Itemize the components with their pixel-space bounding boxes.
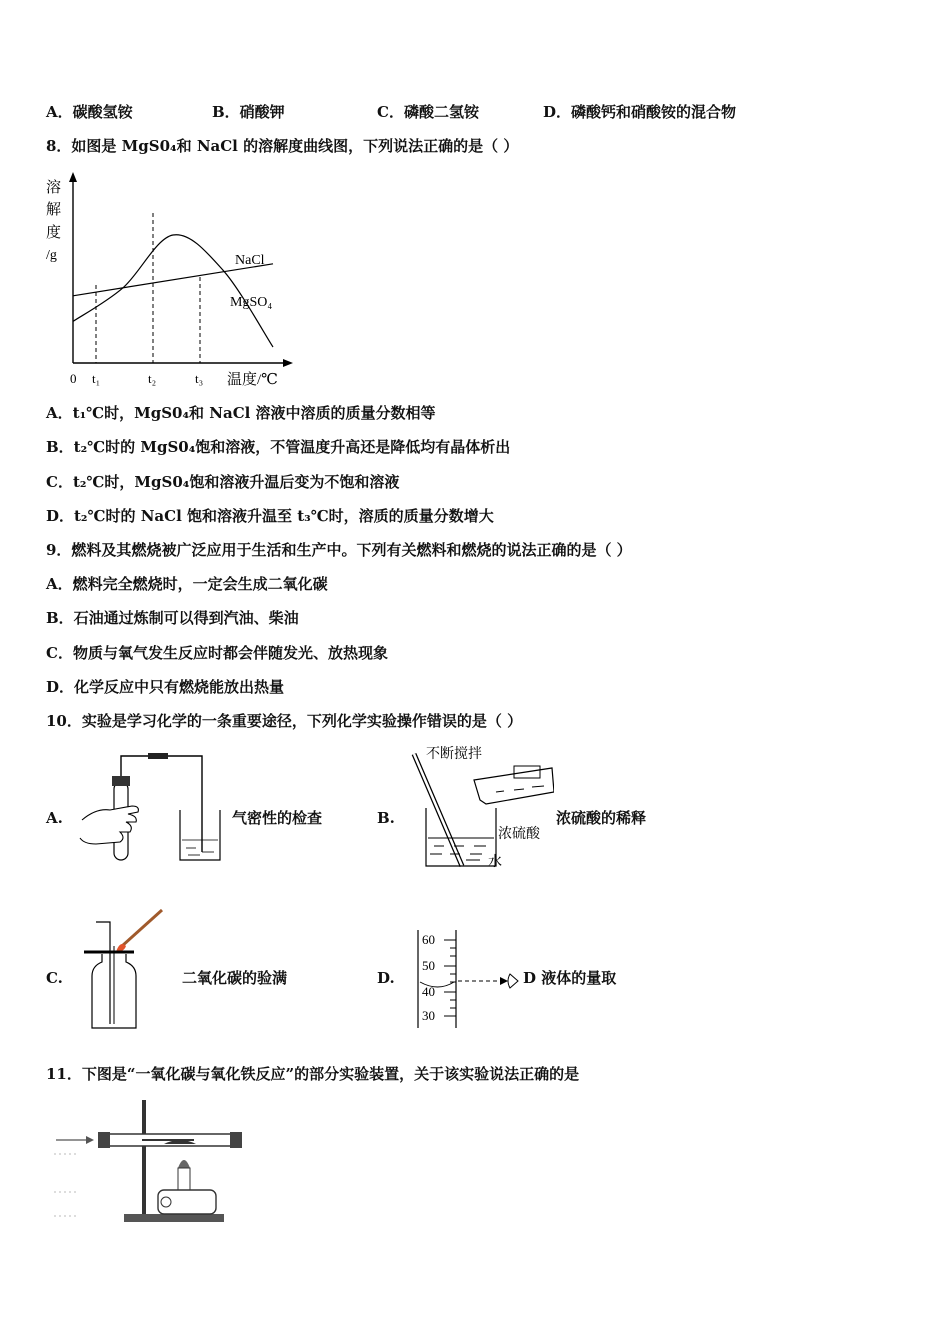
water-label: 水 <box>488 855 502 870</box>
q8-stem: 8．如图是 MgS0₄和 NaCl 的溶解度曲线图，下列说法正确的是（ ） <box>46 137 519 155</box>
q8-option-c: C．t₂℃时，MgS0₄饱和溶液升温后变为不饱和溶液 <box>46 473 400 491</box>
q9-stem: 9．燃料及其燃烧被广泛应用于生活和生产中。下列有关燃料和燃烧的说法正确的是（ ） <box>46 541 632 559</box>
burning-stick <box>122 910 162 946</box>
q10-d-caption: D 液体的量取 <box>523 969 617 987</box>
burner-tube <box>178 1168 190 1190</box>
flame-b <box>178 1160 190 1168</box>
hand-icon <box>80 806 138 844</box>
chart-ylabel-3: 度 <box>46 225 62 241</box>
scale-30: 30 <box>422 1008 435 1023</box>
chart-ylabel-2: 解 <box>46 202 62 218</box>
q10-stem: 10．实验是学习化学的一条重要途径，下列化学实验操作错误的是（ ） <box>46 712 523 730</box>
nacl-curve <box>73 264 273 296</box>
acid-label: 浓硫酸 <box>498 827 540 842</box>
co2-full-check-figure <box>82 906 172 1032</box>
scale-40: 40 <box>422 984 435 999</box>
q9-option-d: D．化学反应中只有燃烧能放出热量 <box>46 678 285 696</box>
nacl-label: NaCl <box>235 253 265 268</box>
beaker <box>180 810 220 860</box>
q8-option-a: A．t₁℃时，MgS0₄和 NaCl 溶液中溶质的质量分数相等 <box>46 404 436 422</box>
x-axis-label: 温度/℃ <box>227 372 278 388</box>
q10-a-caption: 气密性的检查 <box>232 809 323 827</box>
x-axis-arrow <box>283 359 293 367</box>
q10-d-letter: D. <box>377 969 395 987</box>
airtight-check-figure <box>76 752 236 867</box>
co-fe2o3-apparatus-figure <box>54 1096 254 1226</box>
q10-c-letter: C. <box>46 969 63 987</box>
q7-option-a: A．碳酸氢铵 <box>46 103 133 121</box>
q8-option-b: B．t₂℃时的 MgS0₄饱和溶液，不管温度升高还是降低均有晶体析出 <box>46 438 511 456</box>
y-axis-arrow <box>69 172 77 182</box>
chart-ylabel-4: /g <box>46 248 57 263</box>
scale-50: 50 <box>422 958 435 973</box>
stir-label: 不断搅拌 <box>426 747 482 762</box>
solubility-chart <box>40 170 300 395</box>
beaker-b <box>426 808 496 866</box>
q10-a-letter: A. <box>46 809 63 827</box>
stopper <box>112 776 130 786</box>
inlet-tube <box>96 922 110 1024</box>
scale-60: 60 <box>422 932 435 947</box>
q9-option-c: C．物质与氧气发生反应时都会伴随发光、放热现象 <box>46 644 388 662</box>
q10-b-caption: 浓硫酸的稀释 <box>556 809 647 827</box>
tick-t1: t₁ <box>92 371 101 386</box>
q7-option-b: B．硝酸钾 <box>212 103 285 121</box>
q11-stem: 11．下图是“一氧化碳与氧化铁反应”的部分实验装置，关于该实验说法正确的是 <box>46 1065 580 1083</box>
tick-t3: t₃ <box>195 371 204 386</box>
acid-dilution-figure <box>404 742 554 872</box>
origin-label: 0 <box>70 371 77 386</box>
q10-c-caption: 二氧化碳的验满 <box>182 969 288 987</box>
q9-option-b: B．石油通过炼制可以得到汽油、柴油 <box>46 609 299 627</box>
mgso4-label: MgSO₄ <box>230 295 273 310</box>
liquid-measure-figure <box>410 928 520 1030</box>
q10-b-letter: B. <box>377 809 395 827</box>
q8-option-d: D．t₂℃时的 NaCl 饱和溶液升温至 t₃℃时，溶质的质量分数增大 <box>46 507 494 525</box>
delivery-tube <box>121 756 202 852</box>
q9-option-a: A．燃料完全燃烧时，一定会生成二氧化碳 <box>46 575 328 593</box>
rubber-connector <box>148 753 168 759</box>
chart-ylabel-1: 溶 <box>46 180 62 196</box>
tick-t2: t₂ <box>148 371 157 386</box>
eye-icon <box>508 974 518 988</box>
q7-option-c: C．磷酸二氢铵 <box>377 103 479 121</box>
q7-option-d: D．磷酸钙和硝酸铵的混合物 <box>543 103 737 121</box>
stand-base <box>124 1214 224 1222</box>
